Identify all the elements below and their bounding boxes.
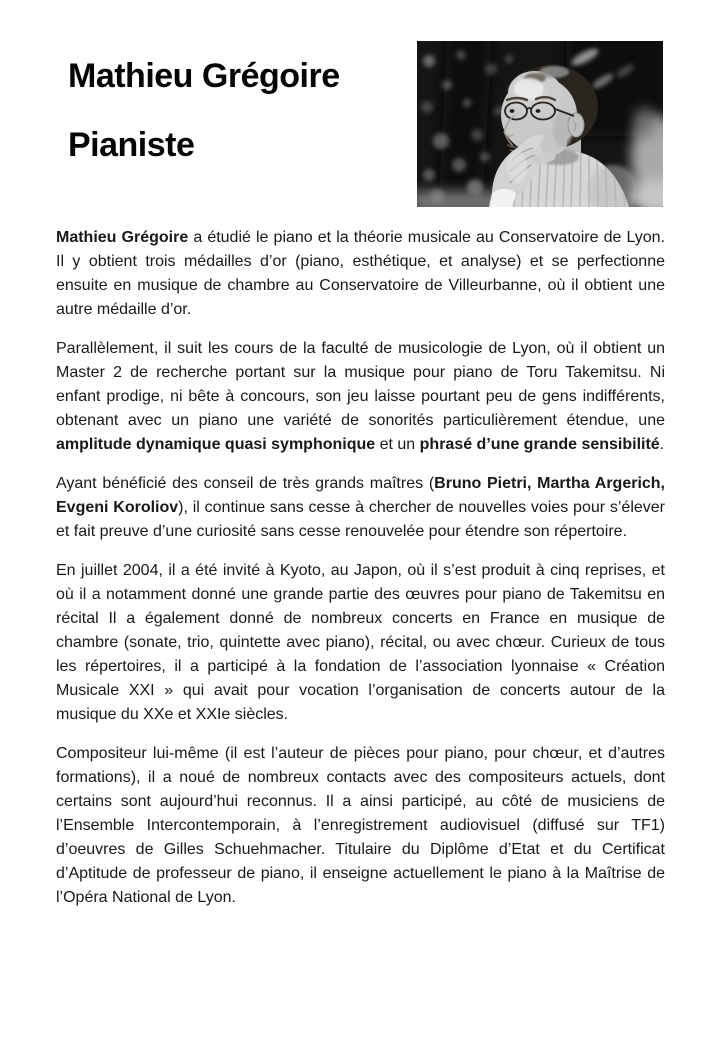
bio-paragraph-3: Ayant bénéficié des conseil de très grands maîtres (Bruno Pietri, Martha Argerich, Evgeni Koroliov), il continue sans cesse à chercher de nouvelles voies pour s’élever et fait preuve d’une curiosité sans cesse renouvelée pour étendre son répertoire. — [56, 475, 666, 540]
bio-paragraph-5: Compositeur lui-même (il est l’auteur de pièces pour piano, pour chœur, et d’autres formations), il a noué de nombreux contacts avec des compositeurs actuels, dont certains sont aujourd’hui reconnus. Il a ainsi participé, au côté de musiciens de l’Ensemble Intercontemporain, à l’enregistrement audiovisuel (diffusé sur TF1) d’oeuvres de Gilles Schuehmacher. Titulaire du Diplôme d’Etat et du Certificat d’Aptitude de professeur de piano, il enseigne actuellement le piano à la Maîtrise de l’Opéra National de Lyon. — [56, 745, 665, 906]
bio-paragraph-4: En juillet 2004, il a été invité à Kyoto, au Japon, où il s’est produit à cinq reprises, et où il a notamment donné une grande partie des œuvres pour piano de Takemitsu en récital Il a également donné de nombreux concerts en France en musique de chambre (sonate, trio, quintette avec piano), récital, ou avec chœur. Curieux de tous les répertoires, il a participé à la fondation de l’association lyonnaise « Création Musicale XXI » qui avait pour vocation l’organisation de concerts autour de la musique du XXe et XXIe siècles. — [56, 562, 665, 723]
bio-paragraph-1: Mathieu Grégoire a étudié le piano et la théorie musicale au Conservatoire de Lyon. Il y obtient trois médailles d’or (piano, esthétique, et analyse) et se perfectionne ensuite en musique de chambre au Conservatoire de Villeurbanne, où il obtient une autre médaille d’or. — [56, 229, 666, 318]
page-title: Mathieu Grégoire — [68, 57, 340, 95]
portrait-photo — [417, 41, 663, 207]
page-subtitle: Pianiste — [68, 126, 195, 164]
bio-paragraph-2: Parallèlement, il suit les cours de la faculté de musicologie de Lyon, où il obtient un Master 2 de recherche portant sur la musique pour piano de Toru Takemitsu. Ni enfant prodige, ni bête à concours, son jeu laisse pourtant peu de gens indifférents, obtenant avec un piano une variété de sonorités particulièrement étendue, une amplitude dynamique quasi symphonique et un phrasé d’une grande sensibilité. — [56, 340, 665, 453]
portrait-photo-illustration — [417, 41, 663, 207]
biography-text — [56, 226, 665, 925]
page-header — [68, 56, 340, 165]
